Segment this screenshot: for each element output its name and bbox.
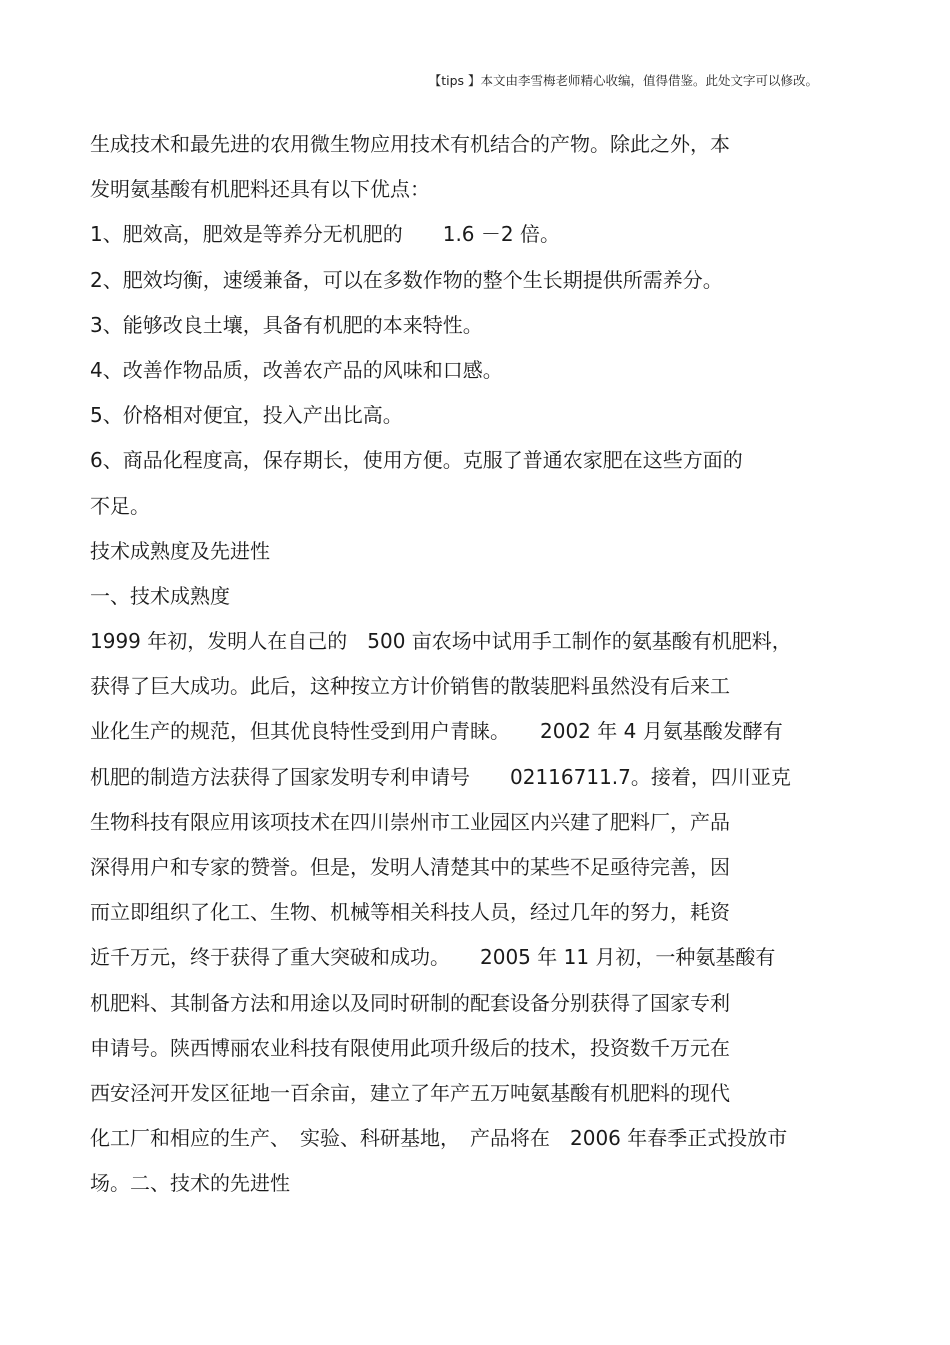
list-item: 6、商品化程度高，保存期长，使用方便。克服了普通农家肥在这些方面的 xyxy=(90,448,743,473)
text-line: 不足。 xyxy=(90,493,150,518)
text-line: 生物科技有限应用该项技术在四川崇州市工业园区内兴建了肥料厂，产品 xyxy=(90,809,730,834)
text-line: 深得用户和专家的赞誉。但是，发明人清楚其中的某些不足亟待完善，因 xyxy=(90,855,730,879)
list-item: 4、改善作物品质，改善农产品的风味和口感。 xyxy=(90,357,503,382)
text-line: 化工厂和相应的生产、 实验、科研基地， 产品将在 2006 年春季正式投放市 xyxy=(90,1126,788,1151)
text-line: 近千万元，终于获得了重大突破和成功。 2005 年 11 月初，一种氨基酸有 xyxy=(90,945,776,970)
text-line: 发明氨基酸有机肥料还具有以下优点： xyxy=(90,177,430,202)
text-line: 西安泾河开发区征地一百余亩，建立了年产五万吨氨基酸有机肥料的现代 xyxy=(90,1080,730,1105)
text-line: 申请号。陕西博丽农业科技有限使用此项升级后的技术，投资数千万元在 xyxy=(90,1035,730,1060)
list-item: 2、肥效均衡，速缓兼备，可以在多数作物的整个生长期提供所需养分。 xyxy=(90,267,723,292)
text-line: 场。二、技术的先进性 xyxy=(90,1171,290,1196)
text-line: 业化生产的规范，但其优良特性受到用户青睐。 2002 年 4 月氨基酸发酵有 xyxy=(90,719,783,744)
document-body xyxy=(90,129,880,1214)
subsection-heading: 一、技术成熟度 xyxy=(90,583,230,608)
text-line: 生成技术和最先进的农用微生物应用技术有机结合的产物。除此之外，本 xyxy=(90,132,730,156)
section-heading: 技术成熟度及先进性 xyxy=(90,538,270,563)
list-item: 1、肥效高，肥效是等养分无机肥的 1.6 －2 倍。 xyxy=(90,222,560,247)
text-line: 机肥的制造方法获得了国家发明专利申请号 02116711.7。接着，四川亚克 xyxy=(90,764,791,789)
text-line: 而立即组织了化工、生物、机械等相关科技人员，经过几年的努力，耗资 xyxy=(90,900,730,925)
list-item: 5、价格相对便宜，投入产出比高。 xyxy=(90,403,403,428)
tips-header: 【tips 】本文由李雪梅老师精心收编，值得借鉴。此处文字可以修改。 xyxy=(428,73,818,88)
text-line: 机肥料、其制备方法和用途以及同时研制的配套设备分别获得了国家专利 xyxy=(90,990,730,1015)
text-line: 1999 年初，发明人在自己的 500 亩农场中试用手工制作的氨基酸有机肥料， xyxy=(90,629,792,654)
text-line: 获得了巨大成功。此后，这种按立方计价销售的散装肥料虽然没有后来工 xyxy=(90,674,730,699)
list-item: 3、能够改良土壤，具备有机肥的本来特性。 xyxy=(90,312,483,337)
